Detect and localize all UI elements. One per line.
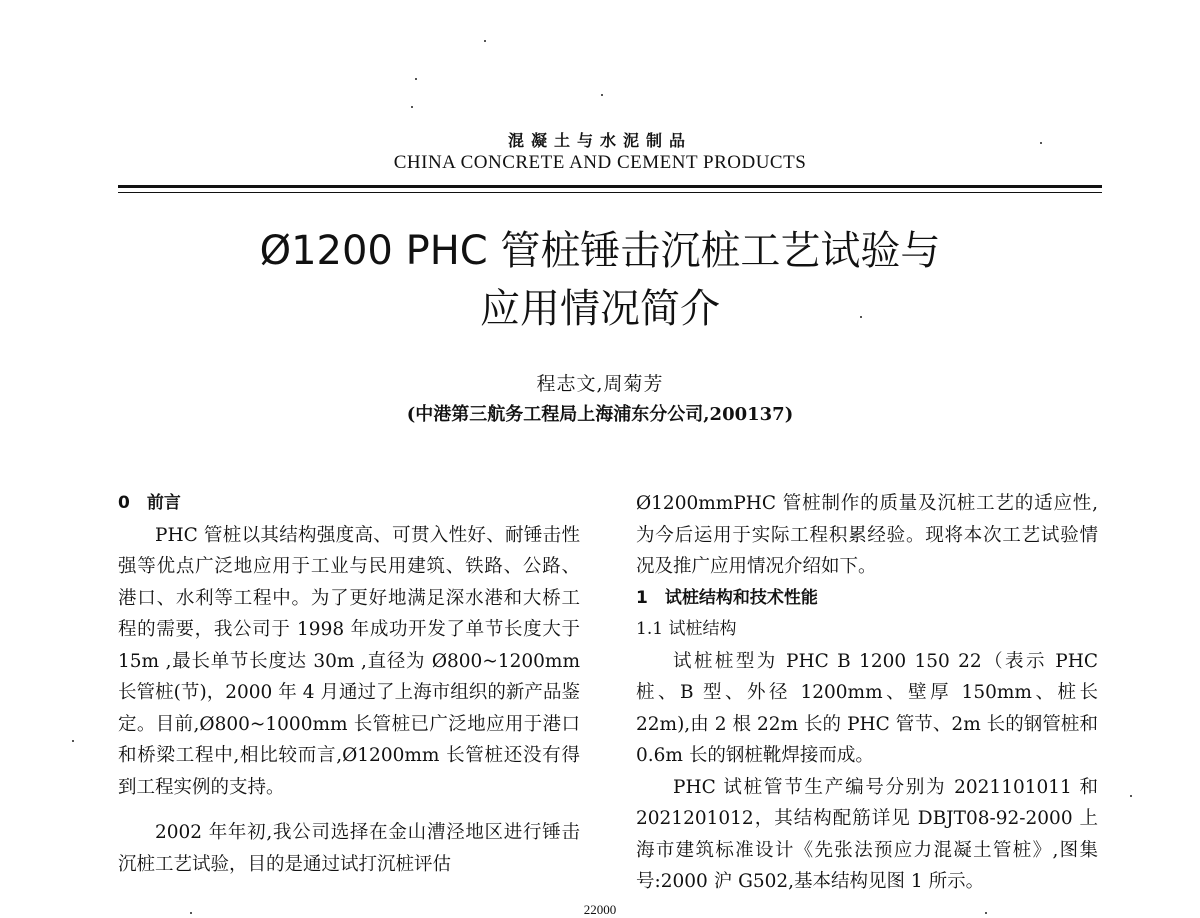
scan-speck	[985, 912, 987, 914]
scan-speck	[411, 106, 413, 108]
scan-speck	[601, 94, 603, 96]
journal-name-chinese: 混凝土与水泥制品	[507, 131, 692, 150]
header-rule-thin	[118, 192, 1102, 193]
scan-speck	[415, 78, 417, 80]
author-affiliation: (中港第三航务工程局上海浦东分公司,200137)	[406, 404, 794, 425]
introduction-paragraph-2-continued: Ø1200mmPHC 管桩制作的质量及沉桩工艺的适应性,为今后运用于实际工程积累经验。现将本次工艺试验情况及推广应用情况介绍如下。	[636, 493, 1098, 577]
article-title-line-2: 应用情况简介	[480, 286, 720, 332]
section-heading-test-pile: 1 试桩结构和技术性能	[636, 587, 818, 608]
article-title-line-1: Ø1200 PHC 管桩锤击沉桩工艺试验与	[259, 228, 941, 274]
scan-speck	[190, 912, 192, 914]
scan-speck	[1040, 142, 1042, 144]
subsection-heading-pile-structure: 1.1 试桩结构	[636, 619, 737, 639]
left-column	[118, 488, 580, 880]
pile-reinforcement-paragraph: PHC 试桩管节生产编号分别为 2021101011 和 2021201012，其结构配筋详见 DBJT08-92-2000 上海市建筑标准设计《先张法预应力混凝土管桩》,图集号:2000 沪 G502,基本结构见图 1 所示。	[636, 776, 1098, 892]
introduction-paragraph-2: 2002 年年初,我公司选择在金山漕泾地区进行锤击沉桩工艺试验，目的是通过试打沉桩评估	[118, 822, 580, 875]
introduction-paragraph-1: PHC 管桩以其结构强度高、可贯入性好、耐锤击性强等优点广泛地应用于工业与民用建筑、铁路、公路、港口、水利等工程中。为了更好地满足深水港和大桥工程的需要，我公司于 1998 年成功开发了单节长度大于 15m ,最长单节长度达 30m ,直径为 Ø800~1200mm 长管桩(节)，2000 年 4 月通过了上海市组织的新产品鉴定。目前,Ø800~1000mm 长管桩已广泛地应用于港口和桥梁工程中,相比较而言,Ø1200mm 长管桩还没有得到工程实例的支持。	[118, 524, 580, 798]
journal-name-english: CHINA CONCRETE AND CEMENT PRODUCTS	[393, 152, 807, 173]
article-authors: 程志文,周菊芳	[536, 373, 664, 395]
section-heading-introduction: 0 前言	[118, 493, 181, 513]
right-column	[636, 488, 1098, 898]
article-title	[0, 222, 1200, 338]
header-rule-thick	[118, 185, 1102, 188]
pile-structure-paragraph: 试桩桩型为 PHC B 1200 150 22（表示 PHC 桩、B 型、外径 1200mm、壁厚 150mm、桩长 22m),由 2 根 22m 长的 PHC 管节、2m 长的钢管桩和 0.6m 长的钢桩靴焊接而成。	[636, 650, 1098, 766]
scan-speck	[1130, 795, 1132, 797]
scan-speck	[72, 740, 74, 742]
page-number: 22000	[583, 902, 617, 917]
scan-speck	[484, 40, 486, 42]
scan-speck	[860, 316, 862, 318]
